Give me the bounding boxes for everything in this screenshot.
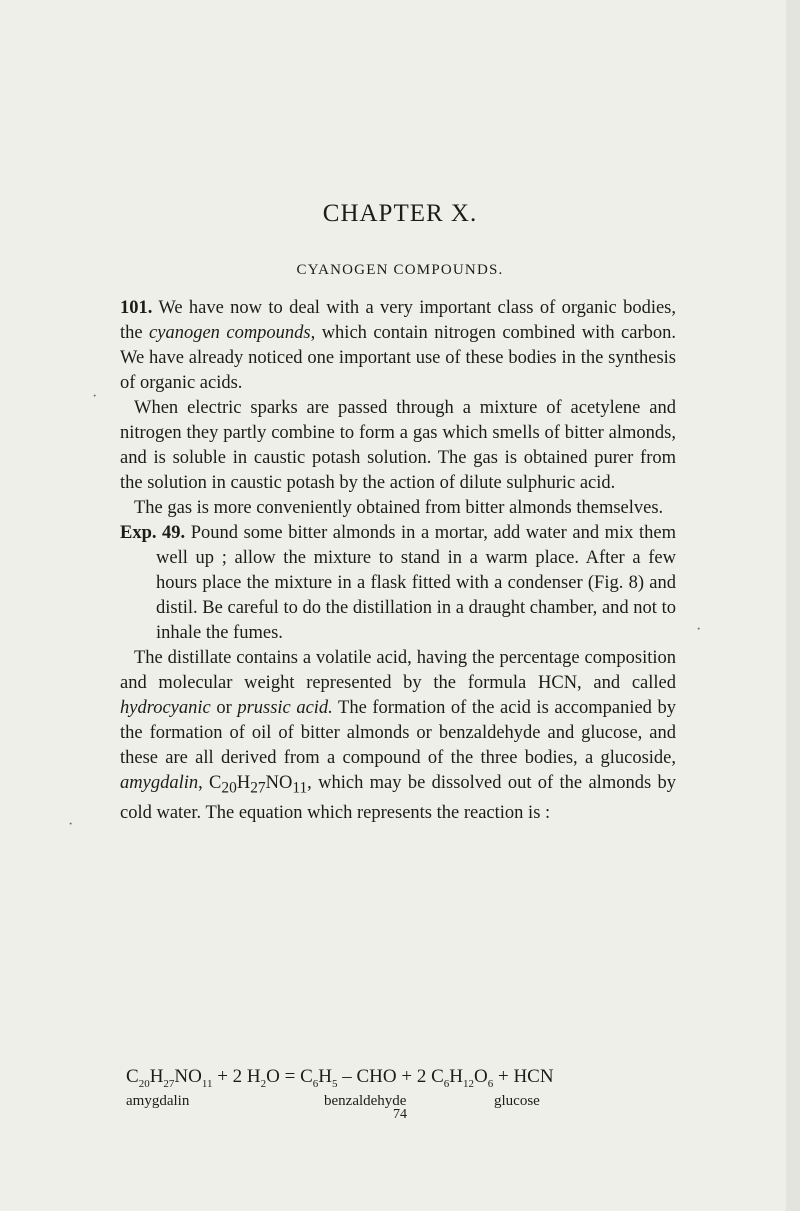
italic-term: cyanogen compounds	[149, 323, 311, 343]
text-run: or	[210, 698, 238, 718]
label-benzaldehyde: benzaldehyde	[324, 1093, 407, 1109]
italic-term: hydrocyanic	[120, 698, 211, 718]
margin-mark: ·	[696, 621, 702, 638]
chemical-equation: $C_{20}H_{27}NO_{11} + 2$ $H_2O = C_6H_5$ – CHO + 2 $C_6H_{12}O_6$ + HCN	[126, 1066, 554, 1090]
paragraph-number: 101.	[120, 298, 153, 318]
body-text	[120, 296, 676, 826]
text-run: , which may be dissolved out of the almonds by cold water. The equation which represents the reaction is :	[120, 773, 676, 823]
text-run: , which contain nitrogen combined with carbon. We have already noticed one important use of these bodies in the synthesis of organic acids.	[120, 323, 676, 393]
section-heading: CYANOGEN COMPOUNDS.	[296, 262, 504, 278]
margin-mark: ·	[92, 388, 98, 405]
label-amygdalin: amygdalin	[126, 1093, 190, 1109]
paragraph-almonds: The gas is more conveniently obtained from bitter almonds themselves.	[134, 498, 664, 518]
page-number: 74	[393, 1107, 407, 1122]
italic-term: prussic acid.	[237, 698, 333, 718]
paragraph-acetylene: When electric sparks are passed through a mixture of acetylene and nitrogen they partly combine to form a gas which smells of bitter almonds, and is soluble in caustic potash solution. The gas is obtained purer from the solution in caustic potash by the action of dilute sulphuric acid.	[120, 398, 676, 493]
paragraph-101	[120, 296, 676, 396]
page-edge	[786, 0, 800, 1211]
paragraph-distillate: The distillate contains a volatile acid, having the percentage composition and molecular weight represented by the formula HCN, and called hydrocyanic or prussic acid. The formation of the acid is accompanied by the formation of oil of bitter almonds or benzaldehyde and glucose, and these are all derived from a compound of the three bodies, a glucoside, amygdalin, $C_{20}H_{27}NO_{11}$, which may be dissolved out of the almonds by cold water. The equation which represents the reaction is :	[120, 648, 676, 823]
italic-term: amygdalin	[120, 773, 199, 793]
text-run: We have now to deal with a very important class of organic bodies, the	[120, 298, 676, 343]
margin-mark: ·	[68, 816, 74, 833]
chapter-title: CHAPTER X.	[322, 200, 478, 227]
experiment-text: Pound some bitter almonds in a mortar, add water and mix them well up ; allow the mixture to stand in a warm place. After a few hours place the mixture in a flask fitted with a condenser (Fig. 8) and distil. Be careful to do the distillation in a draught chamber, and not to inhale the fumes.	[156, 523, 676, 643]
experiment-49	[120, 521, 676, 646]
label-glucose: glucose	[494, 1093, 540, 1109]
text-run: The distillate contains a volatile acid, having the percentage composition and molecular weight represented by the formula HCN, and called	[120, 648, 676, 693]
text-run: The formation of the acid is accompanied by the formation of oil of bitter almonds or benzaldehyde and glucose, and these are all derived from a compound of the three bodies, a glucoside,	[120, 698, 676, 768]
text-run: , C	[198, 773, 222, 793]
experiment-label: Exp. 49.	[120, 523, 186, 543]
